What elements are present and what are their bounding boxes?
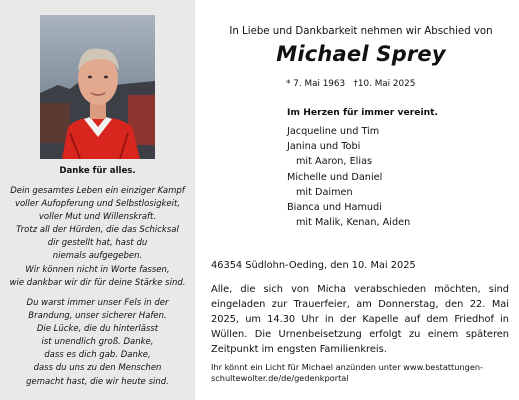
life-dates — [286, 79, 415, 89]
family-member: Janina und Tobi — [287, 141, 361, 153]
poem-line: Trotz all der Hürden, die das Schicksal — [16, 225, 179, 236]
portrait-photo — [40, 15, 155, 159]
family-member: mit Daimen — [296, 186, 353, 198]
poem-line: voller Mut und Willenskraft. — [38, 212, 157, 223]
heart-line: Im Herzen für immer vereint. — [287, 107, 439, 118]
place-date: 46354 Südlohn-Oeding, den 10. Mai 2025 — [211, 260, 416, 271]
family-member: Bianca und Hamudi — [287, 201, 382, 213]
ceremony-text: Alle, die sich von Micha verabschieden möchten, sind eingeladen zur Trauerfeier, am Donnerstag, den 22. Mai 2025, um 14.30 Uhr in der Kapelle auf dem Friedhof in Wüllen. Die Urnenbeisetzung erfolgt zu einem späteren Zeitpunkt im engsten Familienkreis. — [211, 284, 509, 355]
poem-line: voller Aufopferung und Selbstlosigkeit, — [14, 199, 181, 210]
family-member: mit Malik, Kenan, Aiden — [296, 217, 411, 229]
thanks-title: Danke für alles. — [59, 166, 136, 176]
poem-line: Wir können nicht in Worte fassen, — [25, 264, 170, 275]
family-member: Michelle und Daniel — [287, 171, 383, 183]
intro-line: In Liebe und Dankbarkeit nehmen wir Abschied von — [229, 26, 493, 37]
poem-line: gemacht hast, die wir heute sind. — [26, 376, 169, 387]
birth-star-icon: * — [286, 79, 291, 89]
family-member: Jacqueline und Tim — [287, 126, 380, 137]
birth-date: 7. Mai 1963 — [293, 79, 346, 89]
poem-line: dir gestellt hat, hast du — [47, 238, 148, 249]
poem-line: Dein gesamtes Leben ein einziger Kampf — [10, 186, 185, 196]
memorial-portal-note: Ihr könnt ein Licht für Michael anzünden unter www.bestattungen-schultewolter.de/de/gedenkportal — [211, 362, 484, 383]
death-date: 10. Mai 2025 — [357, 79, 416, 89]
poem-line: Brandung, unser sicherer Hafen. — [28, 311, 167, 322]
poem-line: Du warst immer unser Fels in der — [26, 298, 169, 308]
cross-icon: † — [353, 79, 358, 89]
family-list — [287, 124, 410, 230]
poem-first-stanza — [4, 185, 191, 290]
left-column — [0, 0, 195, 400]
poem-second-stanza — [4, 297, 191, 389]
poem-line: ist unendlich groß. Danke, — [41, 337, 154, 348]
deceased-name: Michael Sprey — [276, 42, 446, 66]
poem-line: dass es dich gab. Danke, — [44, 350, 151, 361]
poem-line: niemals aufgegeben. — [52, 251, 143, 262]
family-member: mit Aaron, Elias — [296, 156, 373, 168]
poem-line: wie dankbar wir dir für deine Stärke sind. — [9, 277, 186, 288]
poem-line: dass du uns zu den Menschen — [33, 363, 162, 374]
poem-line: Die Lücke, die du hinterlässt — [36, 324, 159, 335]
